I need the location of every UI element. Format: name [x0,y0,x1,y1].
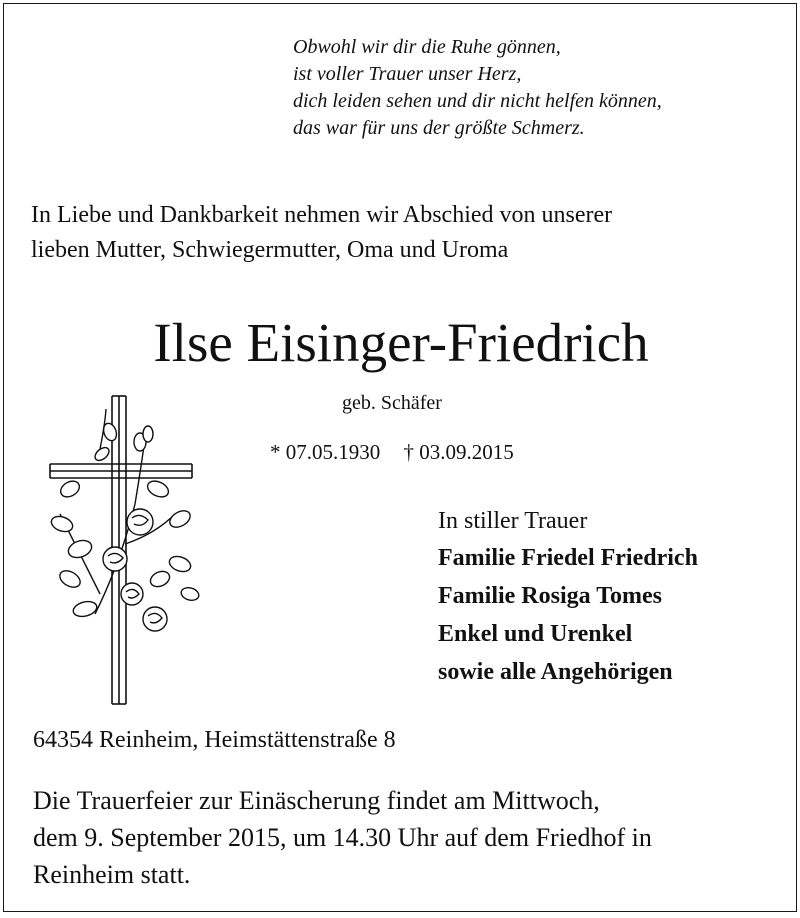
mourner-family: sowie alle Angehörigen [438,659,673,685]
birth-date: * 07.05.1930 [270,440,381,464]
mourner-family: Enkel und Urenkel [438,621,633,647]
obituary-notice [3,3,797,912]
mourners-block [438,503,698,691]
ceremony-info [33,782,652,893]
ceremony-line: dem 9. September 2015, um 14.30 Uhr auf dem Friedhof in [33,823,652,852]
life-dates [270,440,514,465]
poem-line: dich leiden sehen und dir nicht helfen können, [293,90,662,112]
death-date: † 03.09.2015 [403,440,514,464]
ceremony-line: Die Trauerfeier zur Einäscherung findet am Mittwoch, [33,786,600,815]
poem-line: das war für uns der größte Schmerz. [293,117,585,139]
poem [293,34,662,142]
mourner-family: Familie Rosiga Tomes [438,583,663,609]
deceased-name: Ilse Eisinger-Friedrich [153,312,649,373]
cross-with-roses-icon [40,394,200,706]
ceremony-line: Reinheim statt. [33,860,191,889]
poem-line: Obwohl wir dir die Ruhe gönnen, [293,36,561,58]
intro-text [31,198,612,268]
address: 64354 Reinheim, Heimstättenstraße 8 [33,727,396,753]
mourners-lead: In stiller Trauer [438,508,588,534]
poem-line: ist voller Trauer unser Herz, [293,63,522,85]
intro-line: In Liebe und Dankbarkeit nehmen wir Abschied von unserer [31,202,613,228]
intro-line: lieben Mutter, Schwiegermutter, Oma und Uroma [31,237,509,263]
mourner-family: Familie Friedel Friedrich [438,545,698,571]
born-name: geb. Schäfer [342,392,442,414]
